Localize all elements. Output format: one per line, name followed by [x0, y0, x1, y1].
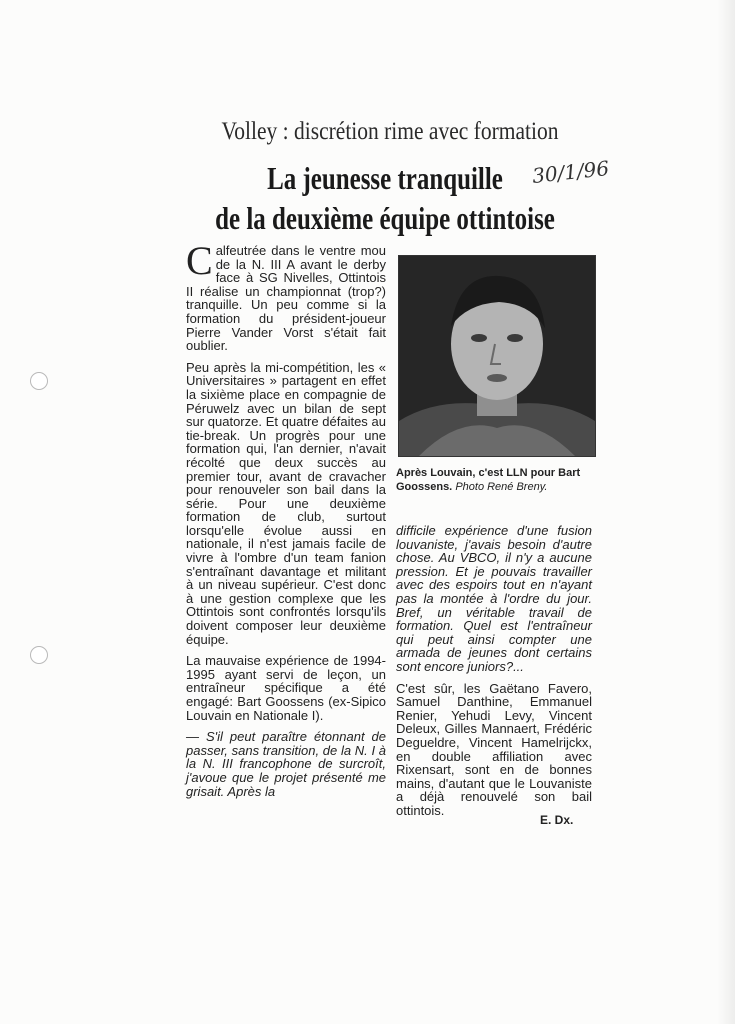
caption-text: Après Louvain, c'est LLN pour Bart Goossens.	[396, 467, 581, 493]
page-edge-shadow	[717, 0, 735, 1024]
article-column-left	[186, 238, 386, 806]
author-signature: E. Dx.	[540, 813, 574, 827]
article-kicker: Volley : discrétion rime avec formation	[221, 118, 559, 145]
body-paragraph: La mauvaise expérience de 1994-1995 ayant servi de leçon, un entraîneur spécifique a été engagé: Bart Goossens (ex-Sipico Louvain en Nationale I).	[186, 653, 386, 723]
photo-credit: Photo René Breny.	[455, 481, 548, 493]
quote-paragraph: — S'il peut paraître étonnant de passer, sans transition, de la N. I à la N. III francophone de surcroît, j'avoue que le projet présenté me grisait. Après la	[186, 729, 386, 799]
lead-text: alfeutrée dans le ventre mou de la N. III A avant le derby face à SG Nivelles, Ottintois II réalise un championnat (trop?) tranquille. Un peu comme si la formation du président-joueur Pierre Vander Vorst s'était fait oublier.	[186, 243, 386, 354]
body-paragraph: Peu après la mi-compétition, les « Universitaires » partagent en effet la sixième place en compagnie de Péruwelz avec un bilan de sept sur quatorze. Et quatre défaites au tie-break. Un progrès pour une formation qui, l'an dernier, n'avait récolté que deux succès au premier tour, avant de cravacher pour renouveler son bail dans la série. Pour une deuxième formation de club, surtout lorsqu'elle évolue aussi en nationale, il n'est jamais facile de vivre à l'ombre d'un team fanion s'entraînant davantage et militant à un niveau supérieur. C'est donc à une gestion complexe que les Ottintois sont confrontés lorsqu'ils doivent composer leur deuxième équipe.	[186, 359, 386, 647]
portrait-illustration	[399, 256, 595, 456]
photo-caption	[396, 466, 596, 494]
lead-paragraph	[186, 238, 386, 354]
punch-hole	[30, 646, 48, 664]
handwritten-date: 30/1/96	[530, 156, 611, 188]
closing-paragraph: C'est sûr, les Gaëtano Favero, Samuel Danthine, Emmanuel Renier, Yehudi Levy, Vincent Deleux, Gilles Mannaert, Frédéric Degueldre, Vincent Hamelrijckx, en double affiliation avec Rixensart, sont en de bonnes mains, d'autant que le Louvaniste a déjà renouvelé son bail ottintois.	[396, 680, 592, 818]
drop-cap: C	[186, 238, 213, 283]
headline-line-2: de la deuxième équipe ottintoise	[215, 200, 555, 236]
portrait-photo	[398, 255, 596, 457]
punch-hole	[30, 372, 48, 390]
article-column-right	[396, 524, 592, 825]
headline-line-1: La jeunesse tranquille	[267, 160, 503, 196]
quote-continuation: difficile expérience d'une fusion louvaniste, j'avais besoin d'autre chose. Au VBCO, il n'y a aucune pression. Et je pouvais travailler avec des espoirs tout en n'ayant pas la montée à l'ordre du jour. Bref, un véritable travail de formation. Quel est l'entraîneur qui peut ainsi compter une armada de jeunes dont certains sont encore juniors?...	[396, 523, 592, 674]
